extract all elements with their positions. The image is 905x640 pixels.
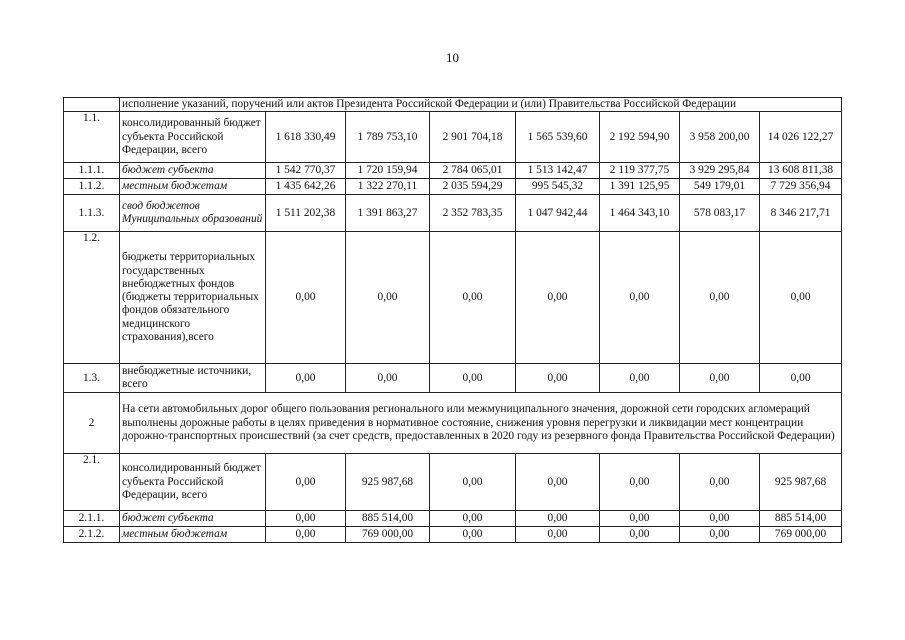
row-code: 2.1. <box>64 454 120 511</box>
value-cell: 2 192 594,90 <box>600 112 680 163</box>
section-2-row <box>64 393 842 454</box>
value-cell: 1 720 159,94 <box>346 163 430 179</box>
row-code: 1.1.3. <box>64 195 120 232</box>
value-cell: 2 119 377,75 <box>600 163 680 179</box>
value-cell: 1 542 770,37 <box>266 163 346 179</box>
section-2-description: На сети автомобильных дорог общего пользования регионального или межмуниципального значения, дорожной сети городских агломераций выполнены дорожные работы в целях приведения в нормативное состояние, снижения уровня перегрузки и ликвидации мест концентрации дорожно-транспортных происшествий (за счет средств, предоставленных в 2020 году из резервного фонда Правительства Российской Федерации) <box>120 393 842 454</box>
value-cell: 0,00 <box>430 454 516 511</box>
value-cell: 0,00 <box>266 454 346 511</box>
value-cell: 3 929 295,84 <box>680 163 760 179</box>
section-1-header-row <box>64 98 842 112</box>
value-cell: 549 179,01 <box>680 179 760 195</box>
value-cell: 1 565 539,60 <box>516 112 600 163</box>
value-cell: 0,00 <box>266 232 346 364</box>
value-cell: 0,00 <box>680 454 760 511</box>
section-2-code: 2 <box>64 393 120 454</box>
table-row <box>64 511 842 527</box>
value-cell: 0,00 <box>430 232 516 364</box>
value-cell: 769 000,00 <box>346 527 430 543</box>
value-cell: 1 789 753,10 <box>346 112 430 163</box>
row-name: свод бюджетов Муниципальных образований <box>120 195 266 232</box>
value-cell: 1 511 202,38 <box>266 195 346 232</box>
row-code: 1.2. <box>64 232 120 364</box>
value-cell: 0,00 <box>680 511 760 527</box>
value-cell: 0,00 <box>430 527 516 543</box>
value-cell: 1 513 142,47 <box>516 163 600 179</box>
section-1-header: исполнение указаний, поручений или актов Президента Российской Федерации и (или) Правительства Российской Федерации <box>120 98 842 112</box>
value-cell: 0,00 <box>516 232 600 364</box>
value-cell: 1 391 863,27 <box>346 195 430 232</box>
value-cell: 0,00 <box>680 232 760 364</box>
value-cell: 1 322 270,11 <box>346 179 430 195</box>
row-code: 1.1. <box>64 112 120 163</box>
value-cell: 2 901 704,18 <box>430 112 516 163</box>
value-cell: 3 958 200,00 <box>680 112 760 163</box>
row-name: бюджет субъекта <box>120 163 266 179</box>
value-cell: 7 729 356,94 <box>760 179 842 195</box>
table-row <box>64 179 842 195</box>
budget-table <box>63 97 842 543</box>
value-cell: 0,00 <box>516 454 600 511</box>
value-cell: 0,00 <box>516 511 600 527</box>
value-cell: 0,00 <box>680 527 760 543</box>
value-cell: 0,00 <box>600 364 680 393</box>
row-name: консолидированный бюджет субъекта Российской Федерации, всего <box>120 112 266 163</box>
value-cell: 0,00 <box>266 511 346 527</box>
table-row <box>64 112 842 163</box>
value-cell: 1 047 942,44 <box>516 195 600 232</box>
value-cell: 0,00 <box>600 527 680 543</box>
value-cell: 1 464 343,10 <box>600 195 680 232</box>
table-row <box>64 232 842 364</box>
table-row <box>64 527 842 543</box>
value-cell: 1 391 125,95 <box>600 179 680 195</box>
row-code: 1.1.1. <box>64 163 120 179</box>
value-cell: 885 514,00 <box>760 511 842 527</box>
value-cell: 0,00 <box>760 232 842 364</box>
value-cell: 14 026 122,27 <box>760 112 842 163</box>
table-row <box>64 364 842 393</box>
value-cell: 0,00 <box>516 364 600 393</box>
value-cell: 0,00 <box>600 232 680 364</box>
value-cell: 925 987,68 <box>346 454 430 511</box>
value-cell: 2 035 594,29 <box>430 179 516 195</box>
value-cell: 0,00 <box>266 527 346 543</box>
value-cell: 0,00 <box>680 364 760 393</box>
table-row <box>64 454 842 511</box>
table-row <box>64 163 842 179</box>
value-cell: 2 352 783,35 <box>430 195 516 232</box>
value-cell: 0,00 <box>266 364 346 393</box>
table-row <box>64 195 842 232</box>
value-cell: 0,00 <box>516 527 600 543</box>
row-name: консолидированный бюджет субъекта Российской Федерации, всего <box>120 454 266 511</box>
row-name: местным бюджетам <box>120 527 266 543</box>
value-cell: 578 083,17 <box>680 195 760 232</box>
row-name: бюджет субъекта <box>120 511 266 527</box>
value-cell: 0,00 <box>600 511 680 527</box>
value-cell: 0,00 <box>430 364 516 393</box>
value-cell: 0,00 <box>760 364 842 393</box>
value-cell: 0,00 <box>430 511 516 527</box>
value-cell: 2 784 065,01 <box>430 163 516 179</box>
value-cell: 13 608 811,38 <box>760 163 842 179</box>
row-code: 1.1.2. <box>64 179 120 195</box>
value-cell: 8 346 217,71 <box>760 195 842 232</box>
row-name: местным бюджетам <box>120 179 266 195</box>
page-number: 10 <box>446 50 459 65</box>
section-1-code-cell <box>64 98 120 112</box>
row-code: 2.1.1. <box>64 511 120 527</box>
value-cell: 769 000,00 <box>760 527 842 543</box>
row-code: 2.1.2. <box>64 527 120 543</box>
value-cell: 0,00 <box>346 232 430 364</box>
value-cell: 925 987,68 <box>760 454 842 511</box>
value-cell: 1 618 330,49 <box>266 112 346 163</box>
value-cell: 885 514,00 <box>346 511 430 527</box>
row-name: бюджеты территориальных государственных внебюджетных фондов (бюджеты территориальных фондов обязательного медицинского страхования),всего <box>120 232 266 364</box>
value-cell: 995 545,32 <box>516 179 600 195</box>
value-cell: 0,00 <box>600 454 680 511</box>
value-cell: 0,00 <box>346 364 430 393</box>
row-name: внебюджетные источники, всего <box>120 364 266 393</box>
value-cell: 1 435 642,26 <box>266 179 346 195</box>
row-code: 1.3. <box>64 364 120 393</box>
